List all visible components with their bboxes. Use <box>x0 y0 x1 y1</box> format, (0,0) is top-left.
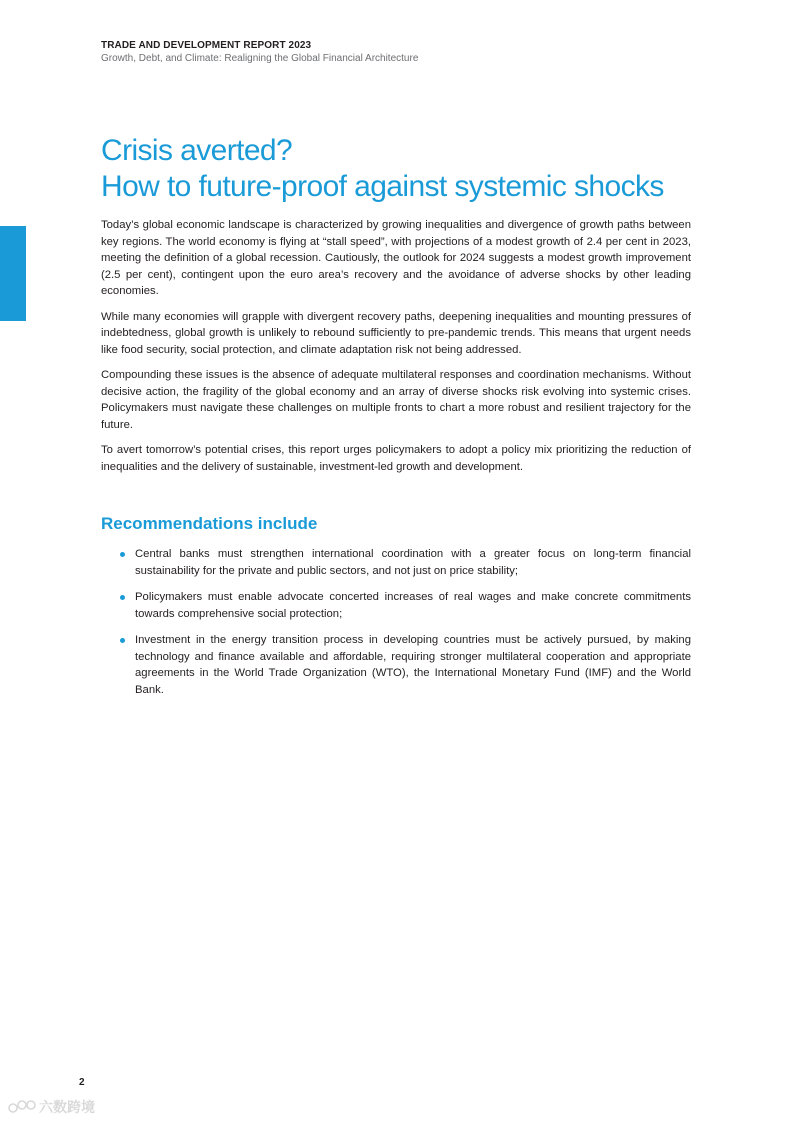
paragraph: While many economies will grapple with divergent recovery paths, deepening inequalities and mounting pressures of indebtedness, global growth is unlikely to rebound sufficiently to pre-pandemic trends. This means that urgent needs like food security, social protection, and climate adaptation risk not being addressed. <box>101 310 691 356</box>
list-item-text: Policymakers must enable advocate concerted increases of real wages and make concrete commitments towards comprehensive social protection; <box>135 591 691 620</box>
list-item <box>117 632 691 698</box>
bullet-icon <box>120 638 125 643</box>
section-side-tab <box>0 226 26 321</box>
recommendations-list <box>117 546 691 708</box>
report-subtitle: Growth, Debt, and Climate: Realigning the Global Financial Architecture <box>101 53 419 64</box>
page-heading <box>101 133 664 205</box>
list-item <box>117 589 691 622</box>
bullet-icon <box>120 552 125 557</box>
running-header <box>101 40 418 64</box>
report-title: TRADE AND DEVELOPMENT REPORT 2023 <box>101 40 312 51</box>
watermark <box>8 1097 95 1117</box>
paragraph: Compounding these issues is the absence of adequate multilateral responses and coordination mechanisms. Without decisive action, the fragility of the global economy and an array of diverse shocks risk evolving into systemic crises. Policymakers must navigate these challenges on multiple fronts to chart a more robust and resilient trajectory for the future. <box>101 369 691 431</box>
paragraph: To avert tomorrow’s potential crises, this report urges policymakers to adopt a policy mix prioritizing the reduction of inequalities and the delivery of sustainable, investment-led growth and development. <box>101 444 691 473</box>
logo-mark-icon <box>8 1099 36 1115</box>
list-item <box>117 546 691 579</box>
body-text <box>101 217 691 484</box>
page-number: 2 <box>79 1077 85 1088</box>
list-item-text: Investment in the energy transition process in developing countries must be actively pursued, by making technology and finance available and affordable, requiring stronger multilateral cooperation and appropriate agreements in the World Trade Organization (WTO), the International Monetary Fund (IMF) and the World Bank. <box>135 634 691 696</box>
paragraph: Today’s global economic landscape is characterized by growing inequalities and divergence of growth paths between key regions. The world economy is flying at “stall speed”, with projections of a modest growth of 2.4 per cent in 2023, meeting the definition of a global recession. Cautiously, the outlook for 2024 suggests a modest growth improvement (2.5 per cent), contingent upon the euro area’s recovery and the avoidance of adverse shocks by other leading economies. <box>101 219 691 297</box>
bullet-icon <box>120 595 125 600</box>
watermark-text: 六数跨境 <box>39 1100 95 1116</box>
list-item-text: Central banks must strengthen international coordination with a greater focus on long-term financial sustainability for the private and public sectors, and not just on price stability; <box>135 548 691 577</box>
heading-line-1: Crisis averted? <box>101 134 293 167</box>
heading-line-2: How to future-proof against systemic shocks <box>101 170 664 203</box>
recommendations-heading: Recommendations include <box>101 514 318 533</box>
